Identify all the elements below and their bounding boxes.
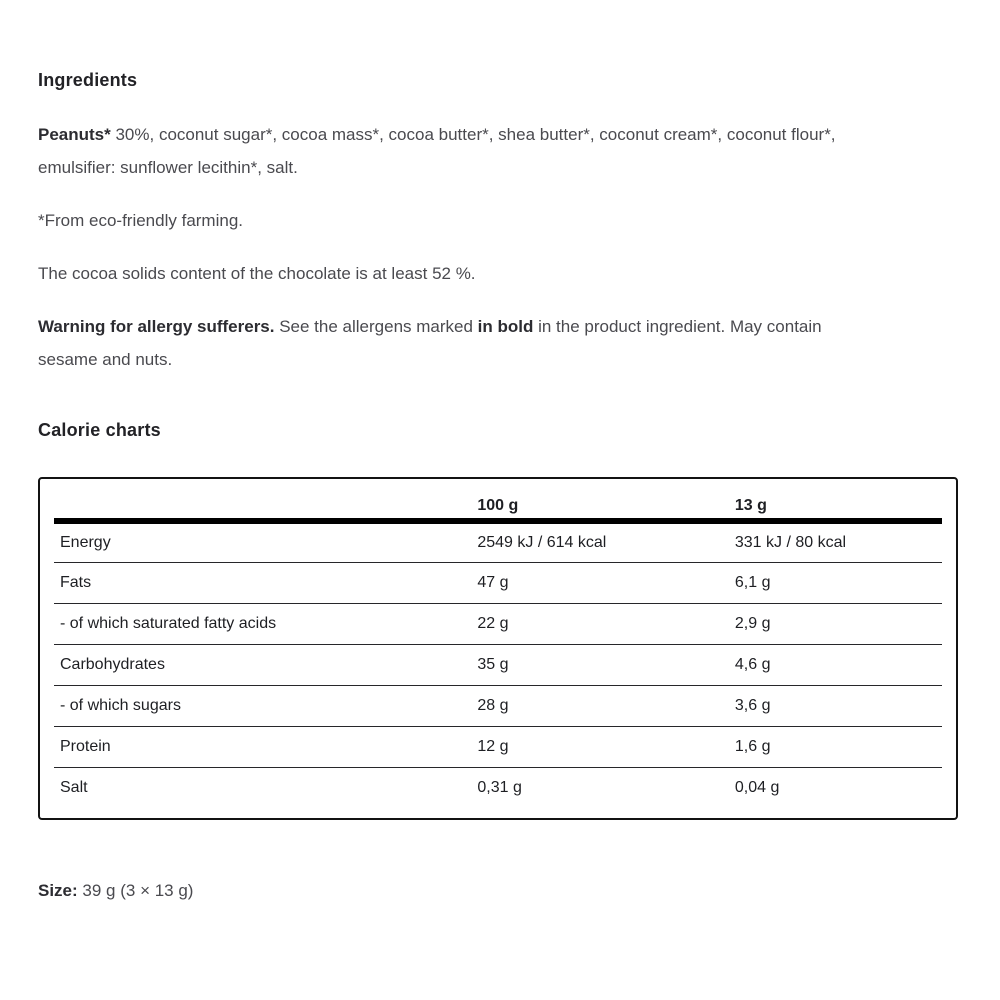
nutrition-table: [38, 477, 958, 820]
size-line: [38, 874, 960, 907]
table-row: [54, 767, 942, 808]
allergy-warning-mid: See the allergens marked: [274, 316, 478, 336]
ingredients-heading: Ingredients: [38, 70, 138, 90]
calorie-charts-heading: Calorie charts: [38, 419, 161, 440]
table-row: [54, 644, 942, 685]
value-13g: 0,04 g: [734, 778, 780, 796]
ingredients-text: [38, 118, 862, 184]
value-13g: 2,9 g: [729, 603, 942, 644]
ingredients-rest: 30%, coconut sugar*, cocoa mass*, cocoa butter*, shea butter*, coconut cream*, coconut flour*, emulsifier: sunflower lecithin*, salt.: [38, 124, 836, 177]
value-100g: 47 g: [471, 562, 729, 603]
value-13g: 3,6 g: [729, 685, 942, 726]
table-row: [54, 521, 942, 562]
value-100g: 2549 kJ / 614 kcal: [471, 521, 729, 562]
allergy-warning-tail: in the product ingredient. May contain sesame and nuts.: [38, 316, 822, 369]
allergy-warning-lead: Warning for allergy sufferers.: [38, 316, 275, 336]
value-13g: 4,6 g: [729, 644, 942, 685]
table-row: [54, 562, 942, 603]
allergy-warning: [38, 310, 862, 376]
allergy-warning-bold-inline: in bold: [477, 316, 534, 336]
nutrient-name: - of which sugars: [54, 685, 471, 726]
table-row: [54, 685, 942, 726]
nutrient-name: Fats: [54, 562, 471, 603]
nutrient-name: Energy: [54, 521, 471, 562]
size-value: 39 g (3 × 13 g): [82, 881, 194, 901]
nutrient-name: Carbohydrates: [54, 644, 471, 685]
nutrient-name: Protein: [54, 726, 471, 767]
ingredients-bold-lead: Peanuts*: [38, 124, 111, 144]
cocoa-solids-note: The cocoa solids content of the chocolate is at least 52 %.: [38, 263, 476, 283]
value-100g: 28 g: [471, 685, 729, 726]
col-header-13g: 13 g: [729, 479, 942, 521]
nutrient-name: - of which saturated fatty acids: [54, 603, 471, 644]
col-header-100g: 100 g: [471, 479, 729, 521]
nutrient-name: Salt: [60, 778, 88, 796]
value-13g: 331 kJ / 80 kcal: [729, 521, 942, 562]
value-100g: 35 g: [471, 644, 729, 685]
value-100g: 0,31 g: [477, 778, 522, 796]
value-13g: 1,6 g: [729, 726, 942, 767]
table-header-row: [54, 479, 942, 521]
table-row: [54, 726, 942, 767]
value-13g: 6,1 g: [729, 562, 942, 603]
value-100g: 12 g: [471, 726, 729, 767]
value-100g: 22 g: [471, 603, 729, 644]
table-row: [54, 603, 942, 644]
size-label: Size:: [38, 881, 78, 901]
eco-farming-note: *From eco-friendly farming.: [38, 210, 244, 230]
col-header-nutrient: [54, 479, 471, 521]
